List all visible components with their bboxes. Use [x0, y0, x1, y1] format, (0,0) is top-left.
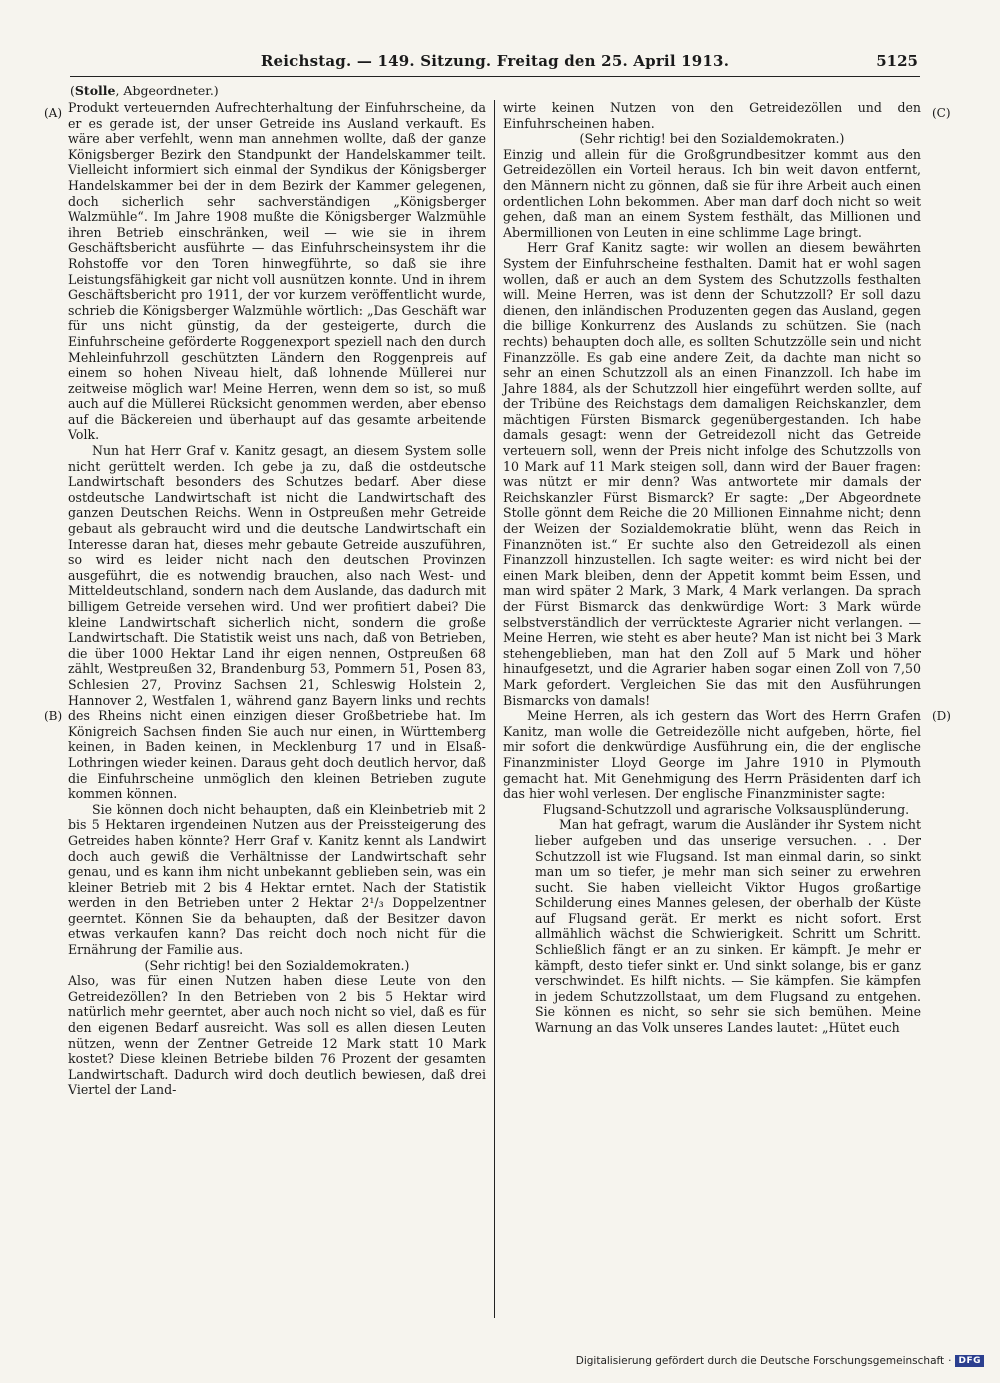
paragraph: Nun hat Herr Graf v. Kanitz gesagt, an diesem System solle nicht gerüttelt werden. Ich gebe ja zu, daß die ostdeutsche Landwirtschaft besonders des Schutzes bedarf. Aber diese ostdeutsche Landwirtschaft ist nicht die Landwirtschaft des ganzen Deutschen Reichs. Wenn in Ostpreußen mehr Getreide gebaut als gebraucht wird und die deutsche Landwirtschaft ein Interesse daran hat, dieses mehr gebaute Getreide auszuführen, so wird es leider nicht nach den deutschen Provinzen ausgeführt, die es notwendig brauchen, also nach West- und Mitteldeutschland, sondern nach dem Auslande, das dadurch mit billigem Getreide versehen wird. Und wer profitiert dabei? Die kleine Landwirtschaft sicherlich nicht, sondern die große Landwirtschaft. Die Statistik weist uns nach, daß von Betrieben, die über 1000 Hektar Land ihr eigen nennen, Ostpreußen 68 zählt, Westpreußen 32, Brandenburg 53, Pommern 51, Posen 83, Schlesien 27, Provinz Sachsen 21, Schleswig Holstein 2, Hannover 2, Westfalen 1, während ganz Bayern links und rechts des Rheins nicht einen einzigen dieser Großbetriebe hat. Im Königreich Sachsen finden Sie auch nur einen, in Württemberg keinen, in Baden keinen, in Mecklenburg 17 und in Elsaß-Lothringen wieder keinen. Daraus geht doch deutlich hervor, daß die Einfuhrscheine unmöglich den kleinen Betrieben zugute kommen können. [68, 443, 486, 802]
paragraph: Meine Herren, als ich gestern das Wort des Herrn Grafen Kanitz, man wolle die Getreidezölle nicht aufgeben, hörte, fiel mir sofort die denkwürdige Ausführung ein, die der englische Finanzminister Lloyd George im Jahre 1910 in Plymouth gemacht hat. Mit Genehmigung des Herrn Präsidenten darf ich das hier wohl verlesen. Der englische Finanzminister sagte: [503, 708, 921, 802]
speaker-role: , Abgeordneter.) [115, 83, 219, 98]
margin-mark-c: (C) [932, 106, 951, 120]
speaker-name: Stolle [74, 83, 116, 98]
interjection: (Sehr richtig! bei den Sozialdemokraten.) [144, 957, 410, 973]
paragraph: Einzig und allein für die Großgrundbesitzer kommt aus den Getreidezöllen ein Vorteil heraus. Ich bin weit davon entfernt, den Männern nicht zu gönnen, daß sie für ihre Arbeit auch einen ordentlichen Lohn bekommen. Aber man darf doch nicht so weit gehen, daß man an einem System festhält, das Millionen und Abermillionen von Leuten in eine schlimme Lage bringt. [503, 146, 921, 240]
paragraph: wirte keinen Nutzen von den Getreidezöllen und den Einfuhrscheinen haben. [503, 100, 921, 131]
page-number: 5125 [876, 52, 918, 70]
paragraph: Also, was für einen Nutzen haben diese Leute von den Getreidezöllen? In den Betrieben von 2 bis 5 Hektar wird natürlich mehr geerntet, aber auch noch nicht so viel, daß es für den eigenen Bedarf ausreicht. Was soll es allen diesen Leuten nützen, wenn der Zentner Getreide 12 Mark statt 10 Mark kostet? Diese kleinen Betriebe bilden 76 Prozent der gesamten Landwirtschaft. Dadurch wird doch deutlich bewiesen, daß drei Viertel der Land- [68, 973, 486, 1098]
page-header-title: Reichstag. — 149. Sitzung. Freitag den 25. April 1913. [260, 52, 730, 70]
margin-mark-b: (B) [44, 709, 63, 723]
speaker-line: (Stolle, Abgeordneter.) [70, 83, 219, 98]
interjection: (Sehr richtig! bei den Sozialdemokraten.) [579, 131, 845, 147]
paragraph: Herr Graf Kanitz sagte: wir wollen an diesem bewährten System der Einfuhrscheine festhalten. Damit hat er wohl sagen wollen, daß er auch an dem System des Schutzzolls festhalten will. Meine Herren, was ist denn der Schutzzoll? Er soll dazu dienen, den inländischen Produzenten gegen das Ausland, gegen die billige Konkurrenz des Auslands zu schützen. Sie (nach rechts) behaupten doch alle, es sollten Schutzzölle sein und nicht Finanzzölle. Es gab eine andere Zeit, da dachte man nicht so sehr an einen Schutzzoll als an einen Finanzzoll. Ich habe im Jahre 1884, als der Schutzzoll hier eingeführt werden sollte, auf der Tribüne des Reichstags dem damaligen Reichskanzler, dem mächtigen Fürsten Bismarck gegenübergestanden. Ich habe damals gesagt: wenn der Getreidezoll nicht das Getreide verteuern soll, wenn der Preis nicht infolge des Schutzzolls von 10 Mark auf 11 Mark steigen soll, dann wird der Bauer fragen: was nützt er mir denn? Was antwortete mir damals der Reichskanzler Fürst Bismarck? Er sagte: „Der Abgeordnete Stolle gönnt dem Reiche die 20 Millionen Einnahme nicht; denn der Weizen der Sozialdemokratie blüht, wenn das Reich in Finanznöten ist.“ Er suchte also den Getreidezoll als einen Finanzzoll hinzustellen. Ich sagte weiter: es wird nicht bei der einen Mark bleiben, denn der Appetit kommt beim Essen, und man wird später 2 Mark, 3 Mark, 4 Mark verlangen. Da sprach der Fürst Bismarck das denkwürdige Wort: 3 Mark würde selbstverständlich der verrückteste Agrarier nicht verlangen. — Meine Herren, wie steht es aber heute? Man ist nicht bei 3 Mark stehengeblieben, man hat den Zoll auf 5 Mark und höher hinaufgesetzt, und die Agrarier haben sogar einen Zoll von 7,50 Mark gefordert. Vergleichen Sie das mit den Ausführungen Bismarcks von damals! [503, 240, 921, 708]
page-header [70, 52, 920, 77]
margin-mark-a: (A) [44, 106, 63, 120]
quote-heading: Flugsand-Schutzzoll und agrarische Volksausplünderung. [542, 801, 910, 817]
paragraph: Produkt verteuernden Aufrechterhaltung der Einfuhrscheine, da er es gerade ist, der unser Getreide ins Ausland verkauft. Es wäre aber verfehlt, wenn man annehmen wollte, daß der ganze Königsberger Bezirk den Standpunkt der Handelskammer teilt. Vielleicht informiert sich einmal der Syndikus der Königsberger Handelskammer bei der in dem Bezirk der Kammer gelegenen, doch sicherlich sehr sachverständigen „Königsberger Walzmühle“. Im Jahre 1908 mußte die Königsberger Walzmühle ihren Betrieb einschränken, weil — wie sie in ihrem Geschäftsbericht ausführte — das Einfuhrscheinsystem ihr die Rohstoffe vor den Toren hinwegführte, so daß sie ihre Leistungsfähigkeit gar nicht voll ausnützen konnte. Und in ihrem Geschäftsbericht pro 1911, der vor kurzem veröffentlicht wurde, schrieb die Königsberger Walzmühle wörtlich: „Das Geschäft war für uns nicht günstig, da der gesteigerte, durch die Einfuhrscheine geförderte Roggenexport speziell nach den durch Mehleinfuhrzoll geschützten Ländern den Roggenpreis auf einem so hohen Niveau hielt, daß lohnende Müllerei nur zeitweise möglich war! Meine Herren, wenn dem so ist, so muß auch auf die Müllerei Rücksicht genommen werden, aber ebenso auf die Bäckereien und überhaupt auf das gesamte arbeitende Volk. [68, 100, 486, 443]
margin-mark-d: (D) [932, 709, 951, 723]
dfg-logo: DFG [955, 1355, 984, 1367]
quote-text: Man hat gefragt, warum die Ausländer ihr System nicht lieber aufgeben und das unserige versuchen. . . Der Schutzzoll ist wie Flugsand. Ist man einmal darin, so sinkt man um so tiefer, je mehr man sich seiner zu erwehren sucht. Sie haben vielleicht Viktor Hugos großartige Schilderung eines Mannes gelesen, der oberhalb der Küste auf Flugsand gerät. Er merkt es nicht sofort. Erst allmählich wächst die Schwierigkeit. Schritt um Schritt. Schließlich fängt er an zu sinken. Er kämpft. Je mehr er kämpft, desto tiefer sinkt er. Und sinkt solange, bis er ganz verschwindet. Es hilft nichts. — Sie kämpfen. Sie kämpfen in jedem Schutzzollstaat, um dem Flugsand zu entgehen. Sie können es nicht, so sehr sie sich bemühen. Meine Warnung an das Volk unseres Landes lautet: „Hütet euch [535, 817, 921, 1036]
digitization-footer: Digitalisierung gefördert durch die Deutsche Forschungsgemeinschaft · DFG [576, 1355, 984, 1367]
column-left [68, 100, 486, 1098]
paragraph: Sie können doch nicht behaupten, daß ein Kleinbetrieb mit 2 bis 5 Hektaren irgendeinen Nutzen aus der Preissteigerung des Getreides haben könnte? Herr Graf v. Kanitz kennt als Landwirt doch auch gewiß die Verhältnisse der Landwirtschaft sehr genau, und es kann ihm nicht unbekannt geblieben sein, was ein kleiner Betrieb mit 2 bis 4 Hektar erntet. Nach der Statistik werden in den Betrieben unter 2 Hektar 2¹/₃ Doppelzentner geerntet. Können Sie da behaupten, daß der Besitzer davon etwas verkaufen kann? Das reicht doch noch nicht für die Ernährung der Familie aus. [68, 801, 486, 958]
footer-text: Digitalisierung gefördert durch die Deutsche Forschungsgemeinschaft [575, 1355, 945, 1367]
column-right [503, 100, 921, 1036]
column-divider [494, 100, 495, 1318]
